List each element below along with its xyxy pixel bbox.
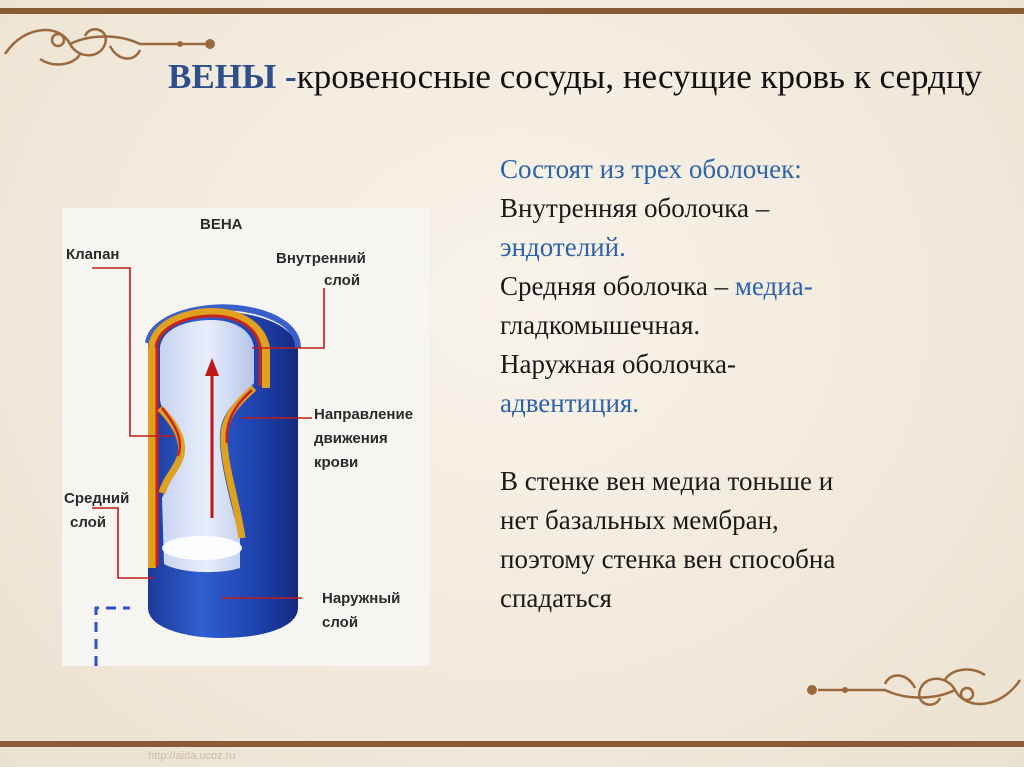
outer-layer-value: адвентиция. [500, 388, 640, 418]
outer-layer-label: Наружная оболочка- [500, 349, 736, 379]
vein-diagram [62, 208, 430, 666]
note-line-2: нет базальных мембран, [500, 505, 779, 535]
title-accent: ВЕНЫ - [168, 57, 297, 96]
inner-layer-value: эндотелий. [500, 232, 626, 262]
layers-description [500, 150, 980, 618]
middle-layer-value: медиа- [734, 271, 813, 301]
note-line-3: поэтому стенка вен способна [500, 544, 836, 574]
valve-label: Клапан [66, 246, 120, 263]
middle-layer-label: Средняя оболочка – [500, 271, 735, 301]
flow-label-3: крови [314, 454, 359, 471]
title-rest: кровеносные сосуды, несущие кровь к сердцу [296, 57, 983, 96]
watermark-url: http://aida.ucoz.ru [148, 750, 236, 762]
flow-label-1: Направление [314, 406, 414, 423]
middle-layer-line [500, 267, 980, 306]
bottom-frame-line [0, 741, 1024, 747]
diagram-title: ВЕНА [200, 216, 243, 233]
slide-title [168, 54, 988, 100]
inner-layer-label-1: Внутренний [276, 250, 366, 267]
middle-layer-label-1: Средний [64, 490, 130, 507]
outer-layer-label-2: слой [322, 614, 359, 631]
intro-text: Состоят из трех оболочек: [500, 154, 802, 184]
inner-layer-label-2: слой [324, 272, 361, 289]
middle-layer-tail: гладкомышечная. [500, 310, 701, 340]
middle-layer-label-2: слой [70, 514, 107, 531]
note-line-1: В стенке вен медиа тоньше и [500, 466, 834, 496]
inner-layer-label: Внутренняя оболочка – [500, 193, 770, 223]
note-line-4: спадаться [500, 583, 612, 613]
outer-layer-label-1: Наружный [322, 590, 401, 607]
flourish-ornament-bottom-right [800, 650, 1024, 720]
flow-label-2: движения [314, 430, 388, 447]
